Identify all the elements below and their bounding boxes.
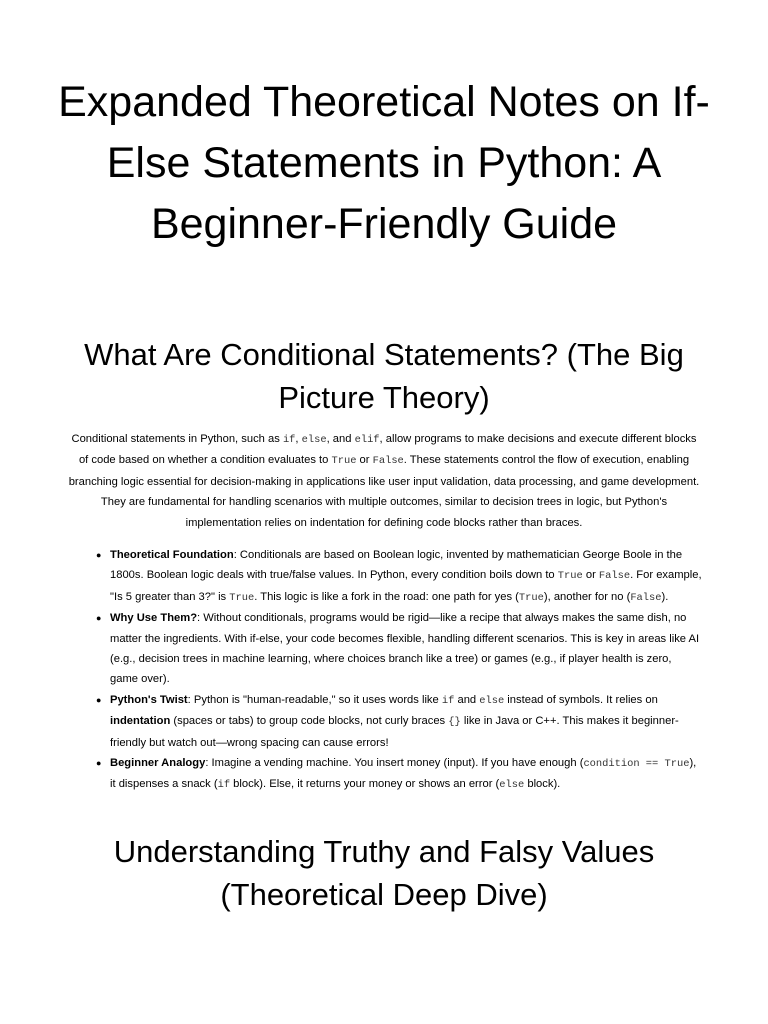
list-item-text: ), it dispenses a snack (: [110, 757, 697, 791]
list-item-text: : Without conditionals, programs would be rigid—like a recipe that always makes the same dish, no matter the ingredients. With if-else, your code becomes flexible, handling different scenarios. This is key in areas like AI (e.g., decision trees in machine learning, where choices branch like a tree) or games (e.g., if player health is zero, game over).: [110, 612, 700, 686]
inline-code: False: [630, 591, 662, 604]
list-item-text: : Conditionals are based on Boolean logic, invented by mathematician George Boole in the 1800s. Boolean logic deals with true/false values. In Python, every condition boils down to: [110, 549, 683, 582]
list-item-text: ).: [661, 590, 669, 603]
inline-code: True: [518, 591, 544, 604]
bullet-icon: ●: [96, 758, 102, 769]
list-item-text: block).: [524, 778, 561, 791]
concept-bullet-list: [96, 545, 702, 796]
list-item-text: . This logic is like a fork in the road: one path for yes (: [254, 590, 519, 603]
list-item-why-use-them: [96, 608, 702, 690]
section-heading-conditional-statements: What Are Conditional Statements? (The Big Picture Theory): [84, 337, 684, 415]
emphasis-text: indentation: [110, 715, 171, 728]
section-heading-truthy-falsy: Understanding Truthy and Falsy Values (Theoretical Deep Dive): [113, 834, 655, 912]
bullet-icon: ●: [96, 613, 102, 624]
intro-text: ,: [295, 433, 302, 445]
inline-code: if: [217, 779, 231, 792]
list-item-text: like in Java or C++. This makes it beginner-friendly but watch out—wrong spacing can cause errors!: [110, 715, 679, 749]
page-title: Expanded Theoretical Notes on If-Else Statements in Python: A Beginner-Friendly Guide: [58, 78, 710, 248]
inline-code: elif: [354, 434, 380, 446]
list-item-pythons-twist: [96, 690, 702, 753]
list-item-label: Theoretical Foundation: [110, 549, 234, 561]
list-item-text: block). Else, it returns your money or shows an error (: [230, 778, 500, 791]
inline-code: False: [372, 455, 404, 468]
list-item-text: ), another for no (: [543, 590, 631, 603]
intro-text: , and: [326, 433, 355, 445]
inline-code: else: [499, 779, 525, 792]
inline-code: condition == True: [583, 758, 690, 771]
list-item-label: Why Use Them?: [110, 612, 198, 625]
intro-paragraph: [66, 429, 702, 533]
bullet-icon: ●: [96, 550, 102, 560]
list-item-label: Beginner Analogy: [110, 757, 206, 770]
inline-code: else: [479, 694, 505, 707]
intro-text: or: [356, 454, 373, 467]
intro-text: . These statements control the flow of execution, enabling branching logic essential for decision-making in applications like user input validation, data processing, and game development. They are fundamental for handling scenarios with multiple outcomes, similar to decision trees in logic, but Python's implementation relies on indentation for defining code blocks rather than braces.: [68, 454, 700, 529]
inline-code: True: [557, 570, 583, 583]
list-item-beginner-analogy: [96, 753, 702, 796]
inline-code: True: [229, 591, 255, 604]
inline-code: if: [441, 694, 455, 707]
list-item-text: (spaces or tabs) to group code blocks, not curly braces: [170, 715, 449, 728]
inline-code: False: [598, 570, 631, 583]
intro-text: Conditional statements in Python, such as: [71, 433, 283, 445]
bullet-icon: ●: [96, 694, 102, 705]
list-item-text: and: [454, 693, 480, 706]
inline-code: else: [301, 434, 327, 446]
list-item-text: : Imagine a vending machine. You insert money (input). If you have enough (: [205, 757, 584, 770]
list-item-theoretical-foundation: [96, 545, 702, 608]
inline-code: {}: [448, 716, 461, 729]
list-item-text: or: [582, 569, 599, 582]
intro-text: , allow programs to make decisions and execute different blocks of code based on whether a condition evaluates to: [78, 433, 697, 467]
list-item-text: . For example, "Is 5 greater than 3?" is: [110, 569, 702, 603]
list-item-label: Python's Twist: [110, 693, 188, 706]
inline-code: True: [331, 455, 357, 468]
list-item-text: instead of symbols. It relies on: [504, 693, 658, 706]
inline-code: if: [282, 434, 296, 446]
list-item-text: : Python is "human-readable," so it uses words like: [187, 693, 442, 706]
